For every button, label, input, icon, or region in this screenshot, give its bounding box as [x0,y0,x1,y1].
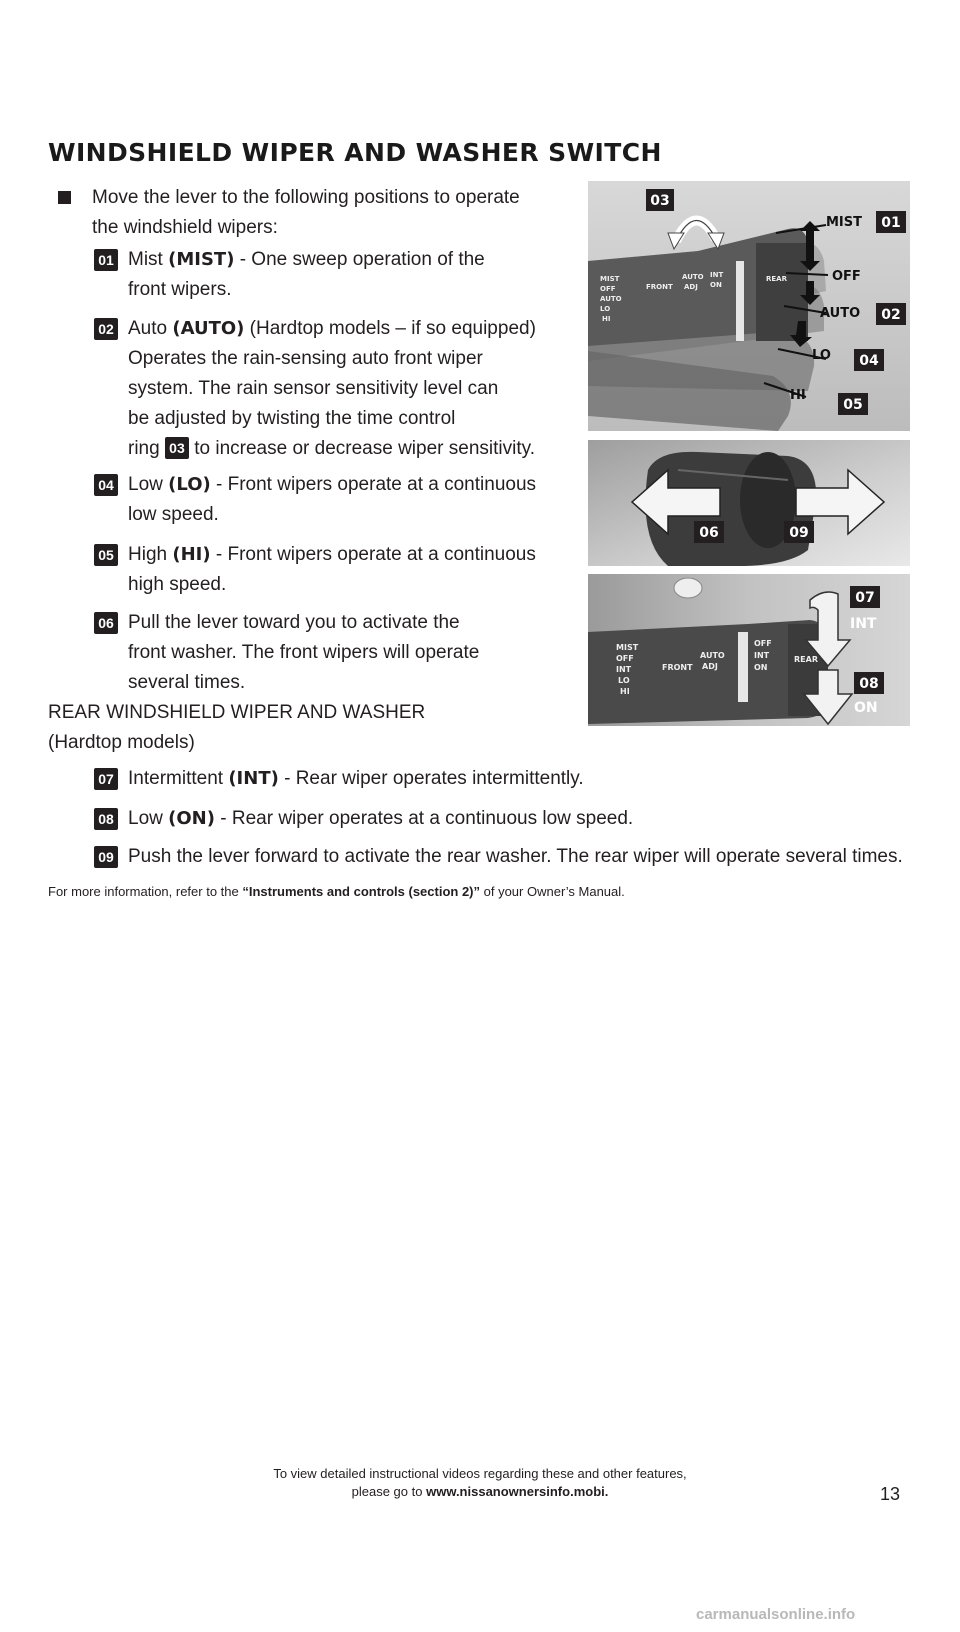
callout-badge: 06 [94,612,118,634]
badge-01 [876,211,906,233]
lever-text-auto-adj: AUTO [682,273,704,281]
page-number: 13 [879,1484,900,1504]
lever-text-front: FRONT [662,663,693,672]
page-heading: WINDSHIELD WIPER AND WASHER SWITCH [48,138,662,167]
lever-text-rear: REAR [794,655,818,664]
badge-07 [850,586,880,608]
lever-text-front: FRONT [646,283,673,291]
lever-text-off: OFF [600,285,616,293]
svg-text:02: 02 [881,307,901,323]
inline-callout-badge: 03 [165,437,189,459]
callout-badge: 08 [94,808,118,830]
lever-text-int: INT [710,271,724,279]
svg-text:03: 03 [650,193,670,209]
callout-badge: 05 [94,544,118,566]
list-item-09: 09 Push the lever forward to activate the rear washer. The rear wiper will operate several times. [94,842,934,872]
figure-front-wiper-positions [588,181,910,431]
lever-text-mist: MIST [616,643,639,652]
lever-text-on: ON [754,663,768,672]
lever-text-adj: ADJ [684,283,698,291]
svg-text:07: 07 [855,590,875,606]
badge-02 [876,303,906,325]
footer-link[interactable]: www.nissanownersinfo.mobi. [426,1484,609,1499]
intro-text [92,183,520,243]
list-item-07: 07 Intermittent (INT) - Rear wiper operates intermittently. [94,764,584,794]
lever-illustration [588,181,910,431]
svg-text:01: 01 [881,215,901,231]
rear-subtitle: (Hardtop models) [48,732,195,753]
svg-text:09: 09 [789,525,809,541]
figure-rear-wiper [588,574,910,726]
list-item-02: 02 Auto (AUTO) (Hardtop models – if so equipped) Operates the rain-sensing auto front wiper system. The rain sensor sensitivity level can be adjusted by twisting the time control ring 03 to increase or decrease wiper sensitivity. [94,314,536,464]
rear-title: REAR WINDSHIELD WIPER AND WASHER [48,702,426,723]
label-lo: LO [812,348,831,363]
lever-text-hi: HI [602,315,611,323]
lever-text-int-2: INT [754,651,770,660]
lever-text-hi: HI [620,687,630,696]
callout-badge: 07 [94,768,118,790]
list-item-08: 08 Low (ON) - Rear wiper operates at a continuous low speed. [94,804,633,834]
lever-text-lo: LO [618,676,630,685]
callout-badge: 09 [94,846,118,868]
svg-text:05: 05 [843,397,863,413]
lever-text-adj: ADJ [702,662,718,671]
badge-06 [694,521,724,543]
list-item-05: 05 High (HI) - Front wipers operate at a continuous high speed. [94,540,536,600]
callout-badge: 04 [94,474,118,496]
label-on: ON [854,700,878,716]
intro-line-2: the windshield wipers: [92,217,278,238]
lever-text-rear: REAR [766,275,787,283]
callout-badge: 02 [94,318,118,340]
list-item-01: 01 Mist (MIST) - One sweep operation of the front wipers. [94,245,485,305]
figure-washer-push-pull [588,440,910,566]
badge-09 [784,521,814,543]
badge-04 [854,349,884,371]
label-auto: AUTO [820,306,861,321]
label-hi: HI [790,388,806,403]
list-item-06: 06 Pull the lever toward you to activate the front washer. The front wipers will operate several times. [94,608,479,698]
label-mist: MIST [826,215,863,230]
lever-text-on: ON [710,281,722,289]
lever-text-off-2: OFF [754,639,772,648]
callout-badge: 01 [94,249,118,271]
lever-text-int: INT [616,665,632,674]
footnote: For more information, refer to the “Instruments and controls (section 2)” of your Owner’s Manual. [48,884,625,899]
badge-03 [646,189,674,211]
svg-text:04: 04 [859,353,879,369]
lever-text-off: OFF [616,654,634,663]
lever-text-auto: AUTO [700,651,725,660]
intro-line-1: Move the lever to the following positions to operate [92,187,520,208]
badge-08 [854,672,884,694]
rear-section-heading [48,698,425,758]
footer: To view detailed instructional videos regarding these and other features, please go to www.nissanownersinfo.mobi. [0,1465,960,1501]
label-int: INT [850,616,877,632]
svg-text:08: 08 [859,676,879,692]
watermark: carmanualsonline.info [696,1606,856,1623]
label-off: OFF [832,269,861,284]
badge-05 [838,393,868,415]
footer-line-1: To view detailed instructional videos regarding these and other features, [273,1466,687,1481]
svg-text:06: 06 [699,525,719,541]
list-item-04: 04 Low (LO) - Front wipers operate at a continuous low speed. [94,470,536,530]
lever-text-lo: LO [600,305,611,313]
lever-text-mist: MIST [600,275,620,283]
lever-text-auto: AUTO [600,295,622,303]
bullet-square-icon [58,191,71,204]
